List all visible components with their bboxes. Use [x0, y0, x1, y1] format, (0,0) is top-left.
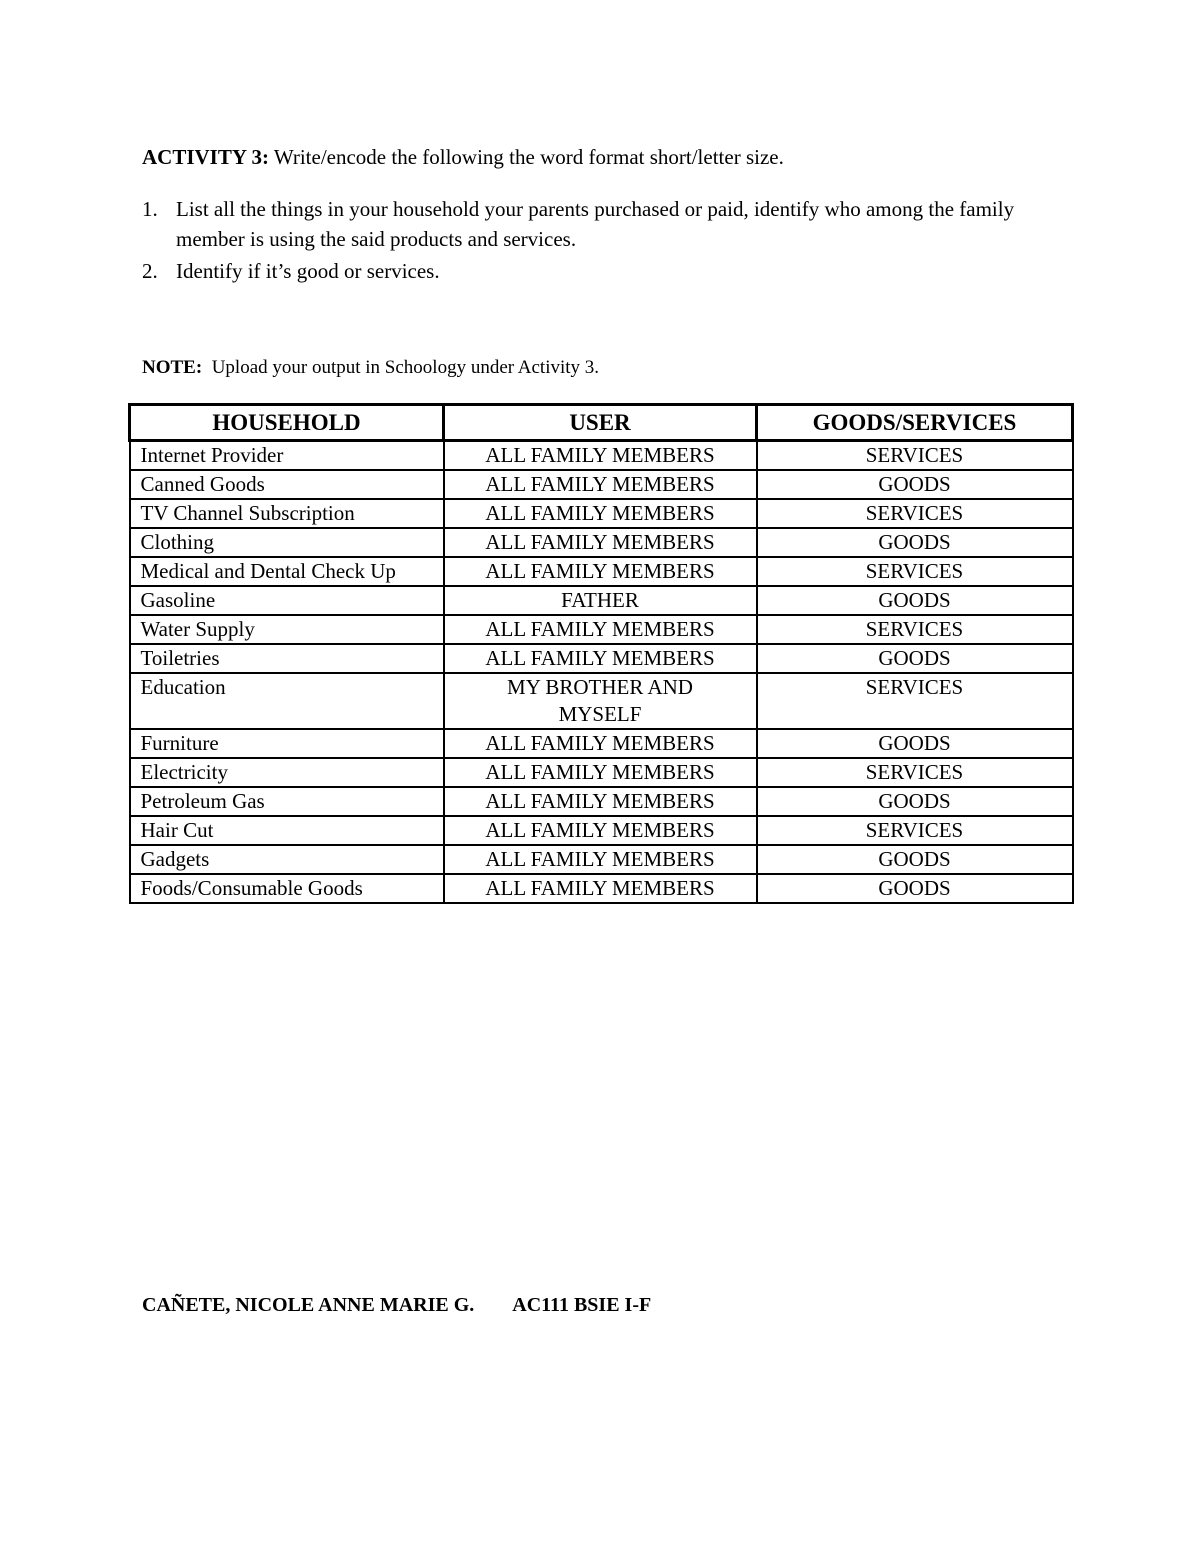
table-row — [130, 816, 1073, 845]
cell-household: Gasoline — [130, 586, 444, 615]
table-row — [130, 470, 1073, 499]
household-table — [128, 403, 1074, 904]
cell-household: Clothing — [130, 528, 444, 557]
list-text: Identify if it’s good or services. — [176, 259, 440, 283]
student-signature-line — [142, 1291, 651, 1319]
cell-household: Foods/Consumable Goods — [130, 874, 444, 903]
table-row — [130, 845, 1073, 874]
cell-user: ALL FAMILY MEMBERS — [444, 787, 757, 816]
cell-type: GOODS — [757, 787, 1073, 816]
table-row — [130, 441, 1073, 471]
list-text: List all the things in your household your parents purchased or paid, identify who among the family member is using the said products and services. — [176, 197, 1015, 251]
instruction-list — [142, 194, 1072, 288]
header-goods-services: GOODS/SERVICES — [757, 405, 1073, 441]
note-text: Upload your output in Schoology under Activity 3. — [202, 357, 600, 378]
table-row — [130, 557, 1073, 586]
student-section: AC111 BSIE I-F — [512, 1294, 652, 1316]
cell-user: MY BROTHER AND MYSELF — [444, 673, 757, 729]
cell-type: SERVICES — [757, 441, 1073, 471]
list-number: 1. — [142, 197, 158, 221]
note-label: NOTE: — [142, 357, 203, 378]
cell-household: Petroleum Gas — [130, 787, 444, 816]
cell-type: SERVICES — [757, 615, 1073, 644]
table-row — [130, 586, 1073, 615]
cell-type: SERVICES — [757, 499, 1073, 528]
cell-type: GOODS — [757, 586, 1073, 615]
cell-household: Water Supply — [130, 615, 444, 644]
activity-heading — [142, 143, 784, 171]
table-row — [130, 615, 1073, 644]
note — [142, 355, 599, 381]
cell-household: Canned Goods — [130, 470, 444, 499]
table-row — [130, 528, 1073, 557]
cell-user: ALL FAMILY MEMBERS — [444, 845, 757, 874]
table-row — [130, 729, 1073, 758]
activity-instruction: Write/encode the following the word format short/letter size. — [268, 145, 784, 169]
cell-user: ALL FAMILY MEMBERS — [444, 499, 757, 528]
activity-label: ACTIVITY 3: — [142, 145, 269, 169]
cell-type: GOODS — [757, 729, 1073, 758]
table-row — [130, 758, 1073, 787]
cell-type: GOODS — [757, 470, 1073, 499]
table-row — [130, 874, 1073, 903]
header-household: HOUSEHOLD — [130, 405, 444, 441]
cell-user: ALL FAMILY MEMBERS — [444, 729, 757, 758]
cell-user: ALL FAMILY MEMBERS — [444, 758, 757, 787]
list-item — [142, 256, 1072, 286]
cell-household: Medical and Dental Check Up — [130, 557, 444, 586]
table-row — [130, 673, 1073, 729]
cell-user: ALL FAMILY MEMBERS — [444, 441, 757, 471]
cell-type: GOODS — [757, 874, 1073, 903]
cell-type: GOODS — [757, 644, 1073, 673]
cell-household: Toiletries — [130, 644, 444, 673]
table-row — [130, 499, 1073, 528]
cell-household: Hair Cut — [130, 816, 444, 845]
header-user: USER — [444, 405, 757, 441]
cell-user: ALL FAMILY MEMBERS — [444, 644, 757, 673]
table-row — [130, 644, 1073, 673]
cell-household: Electricity — [130, 758, 444, 787]
cell-user: ALL FAMILY MEMBERS — [444, 528, 757, 557]
cell-type: SERVICES — [757, 557, 1073, 586]
cell-user: FATHER — [444, 586, 757, 615]
student-name: CAÑETE, NICOLE ANNE MARIE G. — [142, 1294, 475, 1316]
cell-household: Education — [130, 673, 444, 729]
cell-household: Gadgets — [130, 845, 444, 874]
cell-user: ALL FAMILY MEMBERS — [444, 874, 757, 903]
cell-type: SERVICES — [757, 758, 1073, 787]
cell-household: Furniture — [130, 729, 444, 758]
list-item — [142, 194, 1072, 254]
cell-user: ALL FAMILY MEMBERS — [444, 816, 757, 845]
cell-user: ALL FAMILY MEMBERS — [444, 470, 757, 499]
cell-user: ALL FAMILY MEMBERS — [444, 615, 757, 644]
list-number: 2. — [142, 259, 158, 283]
cell-household: Internet Provider — [130, 441, 444, 471]
cell-user: ALL FAMILY MEMBERS — [444, 557, 757, 586]
cell-type: GOODS — [757, 845, 1073, 874]
table-header-row — [130, 405, 1073, 441]
cell-type: GOODS — [757, 528, 1073, 557]
cell-household: TV Channel Subscription — [130, 499, 444, 528]
table-row — [130, 787, 1073, 816]
cell-type: SERVICES — [757, 816, 1073, 845]
cell-type: SERVICES — [757, 673, 1073, 729]
